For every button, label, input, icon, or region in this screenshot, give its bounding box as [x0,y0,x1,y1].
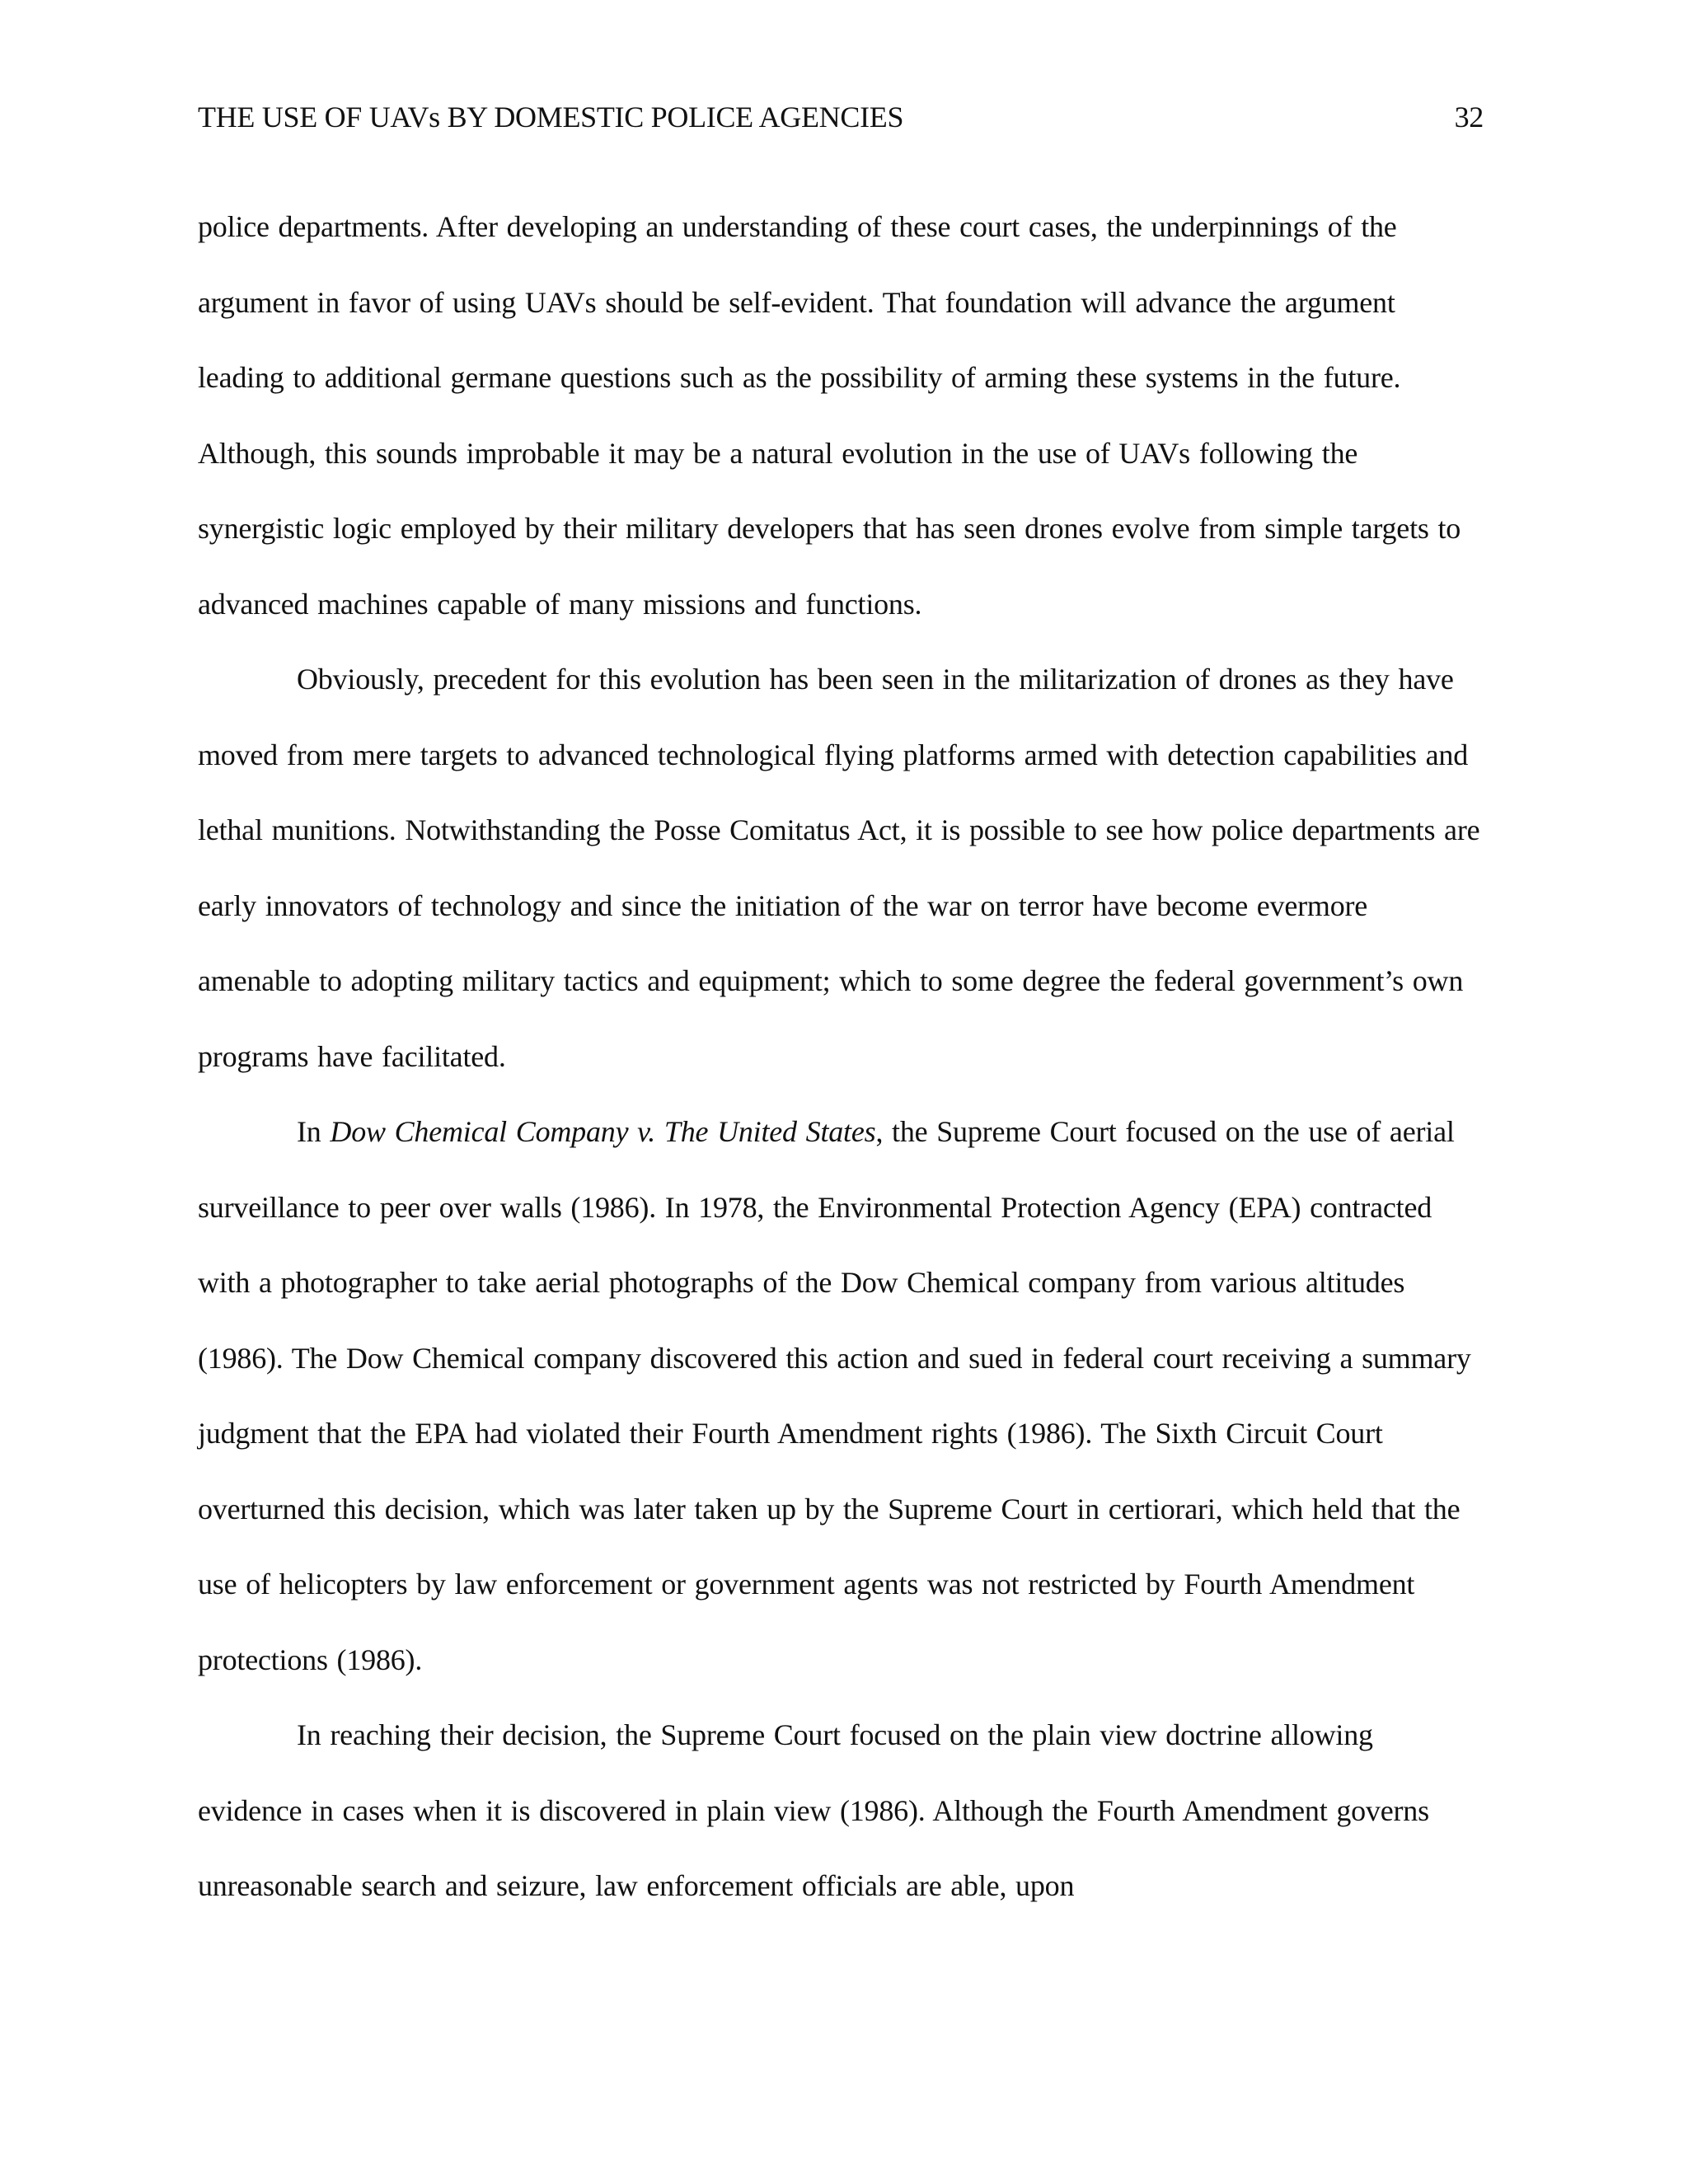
paragraph-lead: In [297,1115,331,1148]
paragraph-dow-chemical [198,1094,1484,1698]
case-name: Dow Chemical Company v. The United States [330,1115,876,1148]
page-number: 32 [1454,101,1484,134]
page-header [198,92,1484,142]
paragraph-text: , the Supreme Court focused on the use of aerial surveillance to peer over walls (1986). In 1978, the Environmental Protection Agency (EPA) contracted with a photographer to take aerial photographs of the Dow Chemical company from various altitudes (1986). The Dow Chemical company discovered this action and sued in federal court receiving a summary judgment that the EPA had violated their Fourth Amendment rights (1986). The Sixth Circuit Court overturned this decision, which was later taken up by the Supreme Court in certiorari, which held that the use of helicopters by law enforcement or government agents was not restricted by Fourth Amendment protections (1986). [198,1115,1471,1676]
document-body [198,190,1484,1924]
running-head: THE USE OF UAVs BY DOMESTIC POLICE AGENCIES [198,101,904,134]
paragraph-militarization: Obviously, precedent for this evolution has been seen in the militarization of drones as they have moved from mere targets to advanced technological flying platforms armed with detection capabilities and lethal munitions. Notwithstanding the Posse Comitatus Act, it is possible to see how police departments are early innovators of technology and since the initiation of the war on terror have become evermore amenable to adopting military tactics and equipment; which to some degree the federal government’s own programs have facilitated. [198,663,1480,1073]
paragraph-plain-view: In reaching their decision, the Supreme Court focused on the plain view doctrine allowing evidence in cases when it is discovered in plain view (1986). Although the Fourth Amendment governs unreasonable search and seizure, law enforcement officials are able, upon [198,1718,1429,1902]
paragraph-continuation: police departments. After developing an understanding of these court cases, the underpinnings of the argument in favor of using UAVs should be self-evident. That foundation will advance the argument leading to additional germane questions such as the possibility of arming these systems in the future. Although, this sounds improbable it may be a natural evolution in the use of UAVs following the synergistic logic employed by their military developers that has seen drones evolve from simple targets to advanced machines capable of many missions and functions. [198,210,1461,621]
